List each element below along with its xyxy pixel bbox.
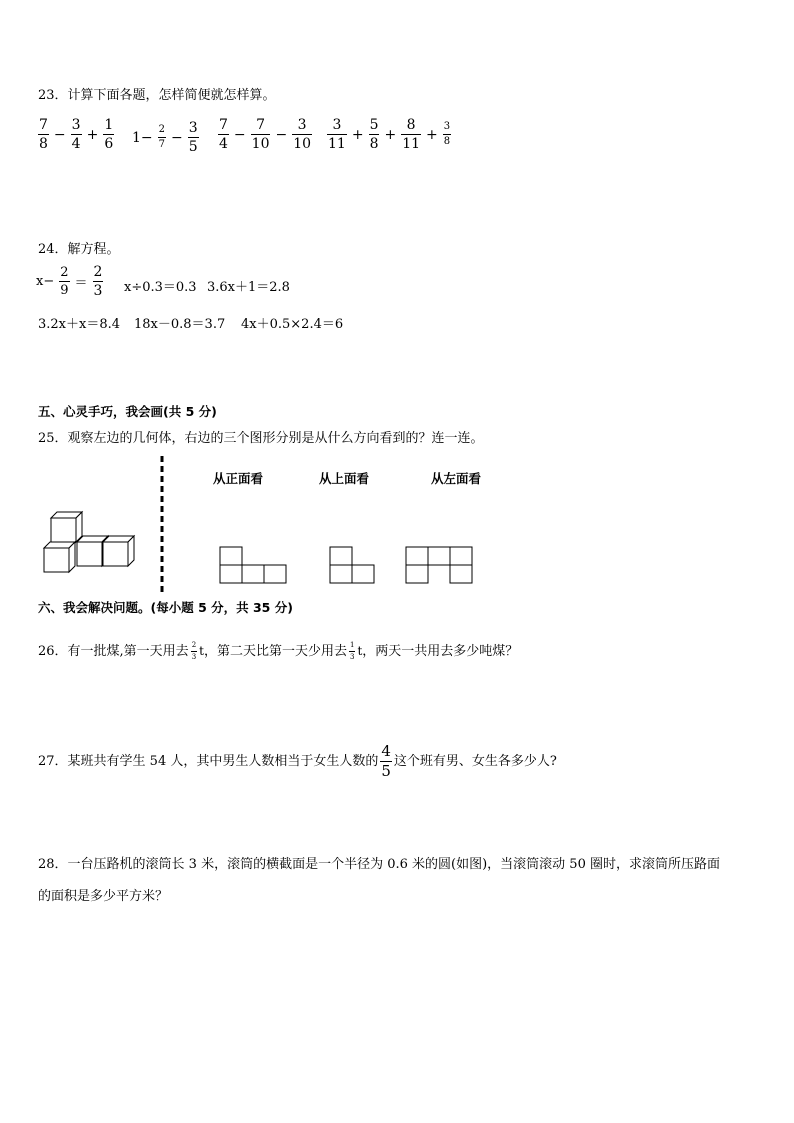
q24-eq-2: x÷0.3＝0.3 [124, 280, 197, 295]
q27-text: 27．某班共有学生 54 人，其中男生人数相当于女生人数的 $\frac{4}{5}$ 这个班有男、女生各多少人? [38, 742, 557, 780]
q23-expr-3: $\frac{7}{4}$ − $\frac{7}{10}$ − $\frac{3}{10}$ [219, 117, 312, 152]
view-front [220, 547, 286, 583]
q24-eq-3: 3.6x＋1＝2.8 [207, 280, 290, 295]
section-6-heading: 六、我会解决问题。(每小题 5 分，共 35 分) [38, 600, 293, 615]
q24-eq-6: 4x＋0.5×2.4＝6 [241, 317, 344, 332]
q24-eq-5: 18x－0.8＝3.7 [134, 317, 226, 332]
q25-title: 25．观察左边的几何体，右边的三个图形分别是从什么方向看到的？连一连。 [38, 431, 484, 446]
q23-expr-4: $\frac{3}{11}$ + $\frac{5}{8}$ + $\frac{8}{11}$ + $\frac{3}{8}$ [328, 117, 451, 152]
q24-eq-4: 3.2x＋x＝8.4 [38, 317, 121, 332]
q23-expr-2: 1− $\frac{2}{7}$ − $\frac{3}{5}$ [132, 120, 198, 155]
q23-title: 23．计算下面各题，怎样简便就怎样算。 [38, 88, 276, 103]
view-top [330, 547, 374, 583]
q28-line-1: 28．一台压路机的滚筒长 3 米，滚筒的横截面是一个半径为 0.6 米的圆(如图)，当滚筒滚动 50 圈时，求滚筒所压路面 [38, 857, 720, 872]
q24-eq-1: x− $\frac{2}{9}$ ＝ $\frac{2}{3}$ [36, 264, 103, 299]
cube-solid [44, 512, 134, 572]
q26-text: 26．有一批煤,第一天用去 $\frac{2}{3}$ t，第二天比第一天少用去 $\frac{1}{3}$ t，两天一共用去多少吨煤？ [38, 641, 519, 661]
q24-title: 24．解方程。 [38, 242, 120, 257]
view-left [406, 547, 472, 583]
section-5-heading: 五、心灵手巧，我会画(共 5 分) [38, 404, 217, 419]
q28-line-2: 的面积是多少平方米？ [38, 889, 169, 904]
q23-expr-1: $\frac{7}{8}$ − $\frac{3}{4}$ + $\frac{1}{6}$ [39, 117, 114, 152]
label-front-view: 从正面看 [213, 471, 264, 486]
label-left-view: 从左面看 [431, 471, 482, 486]
label-top-view: 从上面看 [319, 471, 370, 486]
